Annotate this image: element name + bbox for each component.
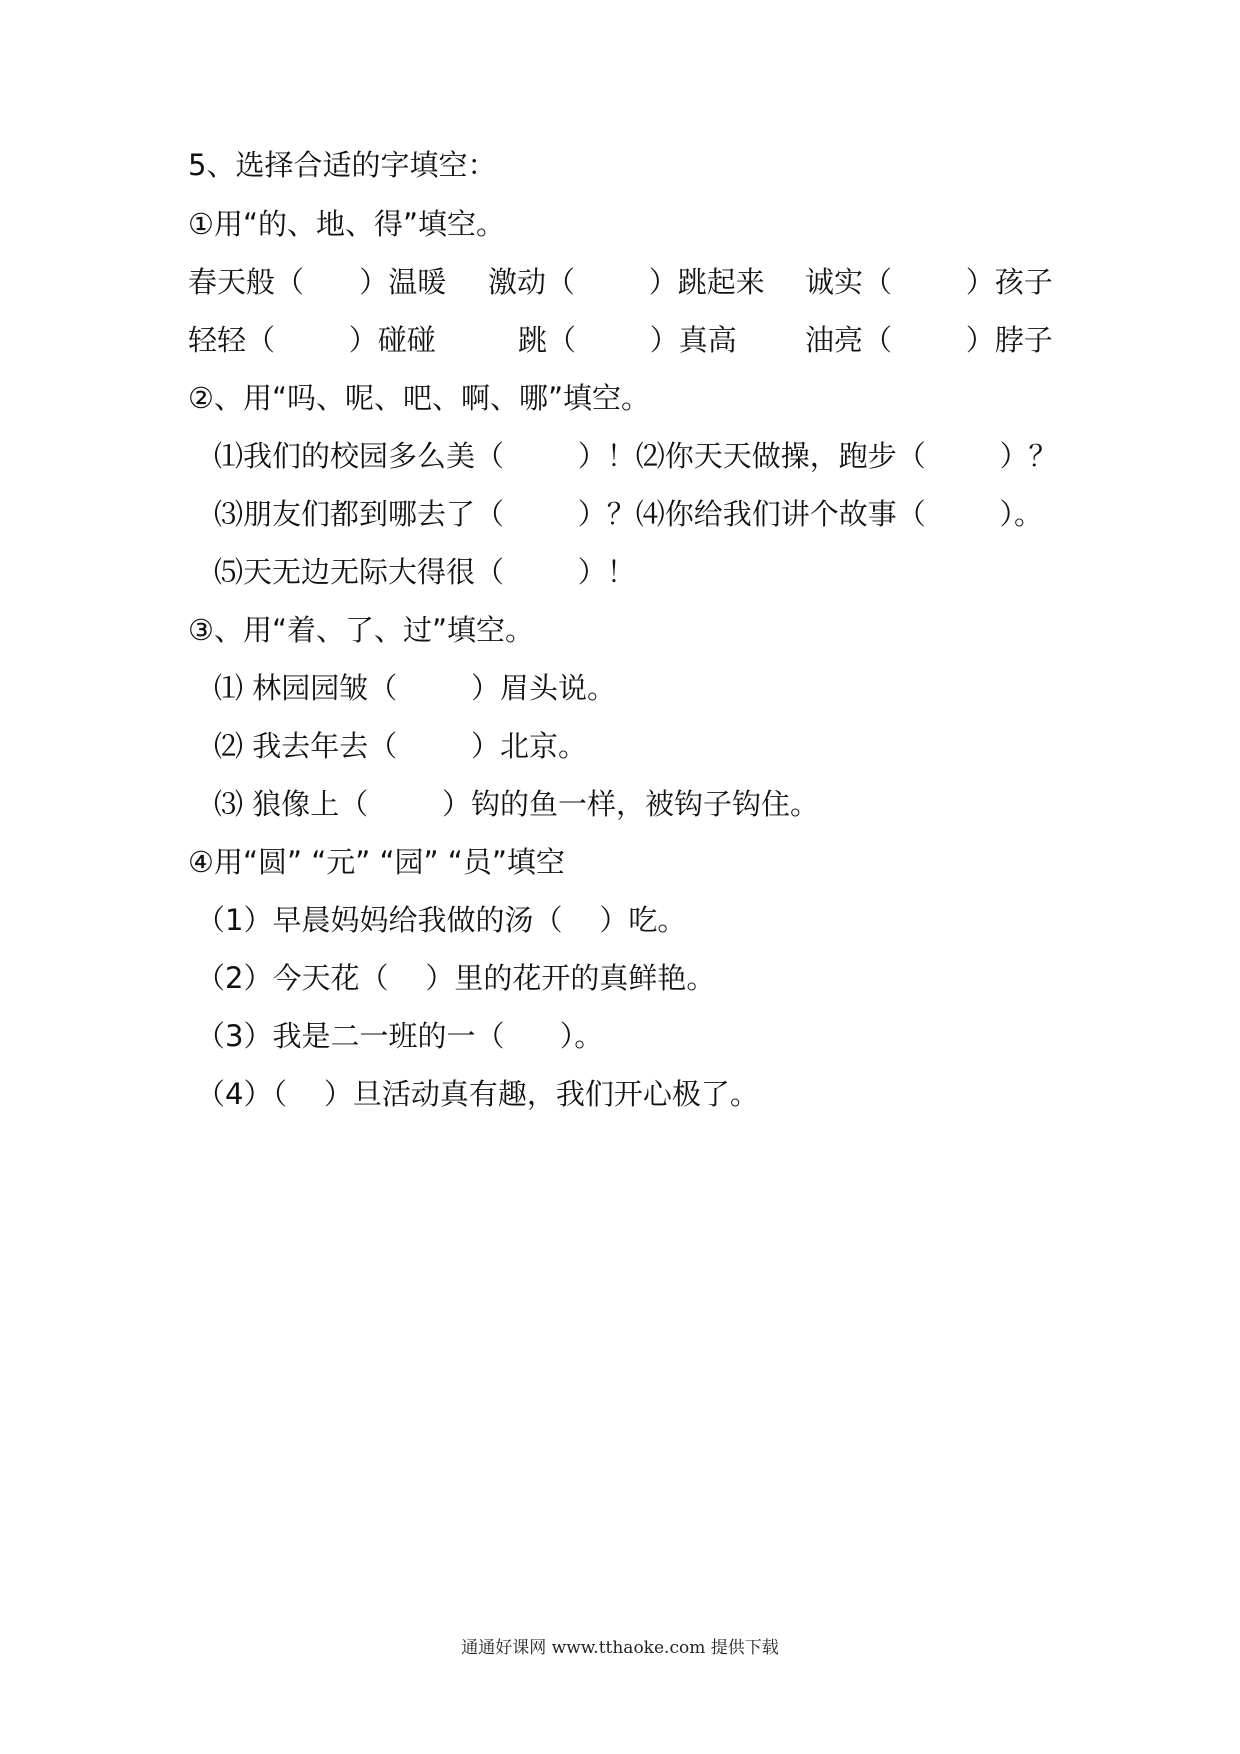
section1-row2-col3: 油亮（ ）脖子 — [805, 323, 1053, 357]
section1-row1-col2: 激动（ ）跳起来 — [488, 265, 765, 299]
section2-item-2: ⑶朋友们都到哪去了（ ）？⑷你给我们讲个故事（ ）。 — [214, 497, 1043, 531]
section4-item-1: （1）早晨妈妈给我做的汤（ ）吃。 — [196, 903, 687, 937]
section4-item-3: （3）我是二一班的一（ ）。 — [196, 1019, 604, 1053]
section1-row1-col1: 春天般（ ）温暖 — [188, 265, 447, 299]
question-title: 5、选择合适的字填空： — [188, 148, 497, 182]
section3-item-1: ⑴ 林园园皱（ ）眉头说。 — [214, 671, 616, 705]
section3-heading: ③、用“着、了、过”填空。 — [188, 613, 535, 647]
section2-heading: ②、用“吗、呢、吧、啊、哪”填空。 — [188, 381, 651, 415]
section3-item-2: ⑵ 我去年去（ ）北京。 — [214, 729, 587, 763]
section2-item-3: ⑸天无边无际大得很（ ）！ — [214, 555, 636, 589]
section4-item-2: （2）今天花（ ）里的花开的真鲜艳。 — [196, 961, 716, 995]
section4-heading: ④用“圆” “元” “园” “员”填空 — [188, 845, 565, 879]
section3-item-3: ⑶ 狼像上（ ）钩的鱼一样，被钩子钩住。 — [214, 787, 819, 821]
section4-item-4: （4）（ ）旦活动真有趣，我们开心极了。 — [196, 1077, 759, 1111]
section1-row1-col3: 诚实（ ）孩子 — [805, 265, 1053, 299]
section2-item-1: ⑴我们的校园多么美（ ）！⑵你天天做操，跑步（ ）？ — [214, 439, 1058, 473]
section1-row2-col2: 跳（ ）真高 — [518, 323, 737, 357]
footer-credit: 通通好课网 www.tthaoke.com 提供下载 — [461, 1638, 779, 1658]
section1-heading: ①用“的、地、得”填空。 — [188, 207, 506, 241]
section1-row2-col1: 轻轻（ ）碰碰 — [188, 323, 436, 357]
